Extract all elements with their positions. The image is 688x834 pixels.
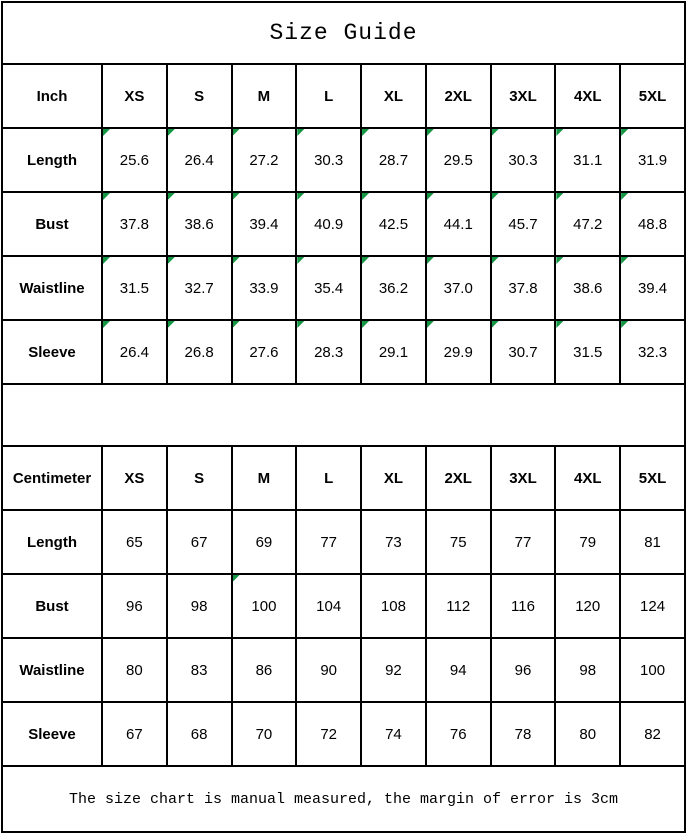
- size-value-cell: 92: [361, 638, 426, 702]
- size-value-cell: 38.6: [555, 256, 620, 320]
- size-value-cell: 100: [620, 638, 685, 702]
- size-value-cell: 28.7: [361, 128, 426, 192]
- size-value-cell: 80: [555, 702, 620, 766]
- size-value-cell: 67: [102, 702, 167, 766]
- size-column-header: 2XL: [426, 64, 491, 128]
- size-value-cell: 72: [296, 702, 361, 766]
- size-value-cell: 37.0: [426, 256, 491, 320]
- cell-flag-triangle-icon: [362, 129, 369, 136]
- size-column-header: S: [167, 446, 232, 510]
- size-value-cell: 77: [296, 510, 361, 574]
- unit-header-inch: Inch: [2, 64, 102, 128]
- cell-flag-triangle-icon: [103, 129, 110, 136]
- table-row: [2, 574, 685, 638]
- size-column-header: L: [296, 446, 361, 510]
- size-column-header: 3XL: [491, 64, 556, 128]
- size-value-cell: 78: [491, 702, 556, 766]
- size-column-header: 5XL: [620, 64, 685, 128]
- size-value-cell: 35.4: [296, 256, 361, 320]
- cell-flag-triangle-icon: [556, 129, 563, 136]
- size-value-cell: 75: [426, 510, 491, 574]
- size-value-cell: 116: [491, 574, 556, 638]
- table-row: [2, 384, 685, 446]
- size-value-cell: 27.6: [232, 320, 297, 384]
- size-value-cell: 31.5: [555, 320, 620, 384]
- cell-flag-triangle-icon: [621, 129, 628, 136]
- size-value-cell: 108: [361, 574, 426, 638]
- size-value-cell: 47.2: [555, 192, 620, 256]
- size-value-cell: 45.7: [491, 192, 556, 256]
- cell-flag-triangle-icon: [103, 193, 110, 200]
- size-value-cell: 96: [491, 638, 556, 702]
- table-row: [2, 702, 685, 766]
- page-title: Size Guide: [2, 2, 685, 64]
- size-value-cell: 28.3: [296, 320, 361, 384]
- cell-flag-triangle-icon: [297, 321, 304, 328]
- cell-flag-triangle-icon: [233, 575, 240, 582]
- cell-flag-triangle-icon: [492, 193, 499, 200]
- size-value-cell: 32.7: [167, 256, 232, 320]
- size-value-cell: 69: [232, 510, 297, 574]
- size-value-cell: 67: [167, 510, 232, 574]
- cell-flag-triangle-icon: [168, 321, 175, 328]
- cell-flag-triangle-icon: [427, 193, 434, 200]
- size-value-cell: 39.4: [620, 256, 685, 320]
- spacer-cell: [2, 384, 685, 446]
- cell-flag-triangle-icon: [621, 321, 628, 328]
- size-value-cell: 42.5: [361, 192, 426, 256]
- size-value-cell: 29.5: [426, 128, 491, 192]
- size-value-cell: 73: [361, 510, 426, 574]
- cell-flag-triangle-icon: [362, 321, 369, 328]
- cell-flag-triangle-icon: [556, 193, 563, 200]
- table-row: [2, 446, 685, 510]
- cell-flag-triangle-icon: [233, 129, 240, 136]
- cell-flag-triangle-icon: [297, 129, 304, 136]
- size-column-header: M: [232, 64, 297, 128]
- size-column-header: XL: [361, 64, 426, 128]
- size-guide-table: [1, 1, 686, 833]
- cell-flag-triangle-icon: [103, 257, 110, 264]
- cell-flag-triangle-icon: [427, 257, 434, 264]
- cell-flag-triangle-icon: [168, 129, 175, 136]
- size-value-cell: 30.7: [491, 320, 556, 384]
- size-column-header: S: [167, 64, 232, 128]
- size-value-cell: 98: [555, 638, 620, 702]
- size-value-cell: 30.3: [296, 128, 361, 192]
- cell-flag-triangle-icon: [233, 321, 240, 328]
- size-column-header: 2XL: [426, 446, 491, 510]
- size-value-cell: 82: [620, 702, 685, 766]
- size-value-cell: 98: [167, 574, 232, 638]
- size-value-cell: 81: [620, 510, 685, 574]
- size-value-cell: 44.1: [426, 192, 491, 256]
- size-value-cell: 79: [555, 510, 620, 574]
- row-label-bust: Bust: [2, 192, 102, 256]
- size-value-cell: 37.8: [491, 256, 556, 320]
- size-value-cell: 36.2: [361, 256, 426, 320]
- cell-flag-triangle-icon: [168, 193, 175, 200]
- size-value-cell: 104: [296, 574, 361, 638]
- row-label-sleeve: Sleeve: [2, 702, 102, 766]
- size-value-cell: 37.8: [102, 192, 167, 256]
- size-value-cell: 26.8: [167, 320, 232, 384]
- table-row: [2, 510, 685, 574]
- table-row: [2, 128, 685, 192]
- cell-flag-triangle-icon: [492, 257, 499, 264]
- size-value-cell: 38.6: [167, 192, 232, 256]
- size-value-cell: 80: [102, 638, 167, 702]
- cell-flag-triangle-icon: [492, 129, 499, 136]
- row-label-waistline: Waistline: [2, 256, 102, 320]
- size-value-cell: 26.4: [167, 128, 232, 192]
- size-column-header: 4XL: [555, 446, 620, 510]
- table-row: [2, 64, 685, 128]
- size-value-cell: 124: [620, 574, 685, 638]
- cell-flag-triangle-icon: [362, 257, 369, 264]
- table-row: [2, 2, 685, 64]
- size-value-cell: 96: [102, 574, 167, 638]
- size-column-header: L: [296, 64, 361, 128]
- size-value-cell: 31.1: [555, 128, 620, 192]
- size-column-header: 3XL: [491, 446, 556, 510]
- size-column-header: XS: [102, 446, 167, 510]
- cell-flag-triangle-icon: [556, 257, 563, 264]
- cell-flag-triangle-icon: [621, 193, 628, 200]
- size-value-cell: 25.6: [102, 128, 167, 192]
- cell-flag-triangle-icon: [427, 321, 434, 328]
- size-value-cell: 68: [167, 702, 232, 766]
- cell-flag-triangle-icon: [168, 257, 175, 264]
- size-value-cell: 26.4: [102, 320, 167, 384]
- cell-flag-triangle-icon: [427, 129, 434, 136]
- size-column-header: XL: [361, 446, 426, 510]
- table-row: [2, 638, 685, 702]
- footer-note: The size chart is manual measured, the margin of error is 3cm: [2, 766, 685, 832]
- cell-flag-triangle-icon: [233, 193, 240, 200]
- size-value-cell: 70: [232, 702, 297, 766]
- cell-flag-triangle-icon: [297, 257, 304, 264]
- size-value-cell: 31.5: [102, 256, 167, 320]
- cell-flag-triangle-icon: [233, 257, 240, 264]
- size-value-cell: 100: [232, 574, 297, 638]
- size-value-cell: 30.3: [491, 128, 556, 192]
- cell-flag-triangle-icon: [556, 321, 563, 328]
- size-value-cell: 32.3: [620, 320, 685, 384]
- size-value-cell: 40.9: [296, 192, 361, 256]
- size-value-cell: 39.4: [232, 192, 297, 256]
- table-row: [2, 256, 685, 320]
- size-column-header: M: [232, 446, 297, 510]
- row-label-waistline: Waistline: [2, 638, 102, 702]
- unit-header-centimeter: Centimeter: [2, 446, 102, 510]
- cell-flag-triangle-icon: [492, 321, 499, 328]
- row-label-length: Length: [2, 128, 102, 192]
- size-value-cell: 120: [555, 574, 620, 638]
- cell-flag-triangle-icon: [297, 193, 304, 200]
- cell-flag-triangle-icon: [621, 257, 628, 264]
- size-column-header: 4XL: [555, 64, 620, 128]
- table-row: [2, 766, 685, 832]
- size-value-cell: 94: [426, 638, 491, 702]
- size-value-cell: 27.2: [232, 128, 297, 192]
- cell-flag-triangle-icon: [362, 193, 369, 200]
- size-value-cell: 31.9: [620, 128, 685, 192]
- size-value-cell: 112: [426, 574, 491, 638]
- size-value-cell: 33.9: [232, 256, 297, 320]
- size-value-cell: 90: [296, 638, 361, 702]
- size-value-cell: 83: [167, 638, 232, 702]
- cell-flag-triangle-icon: [103, 321, 110, 328]
- table-row: [2, 320, 685, 384]
- row-label-sleeve: Sleeve: [2, 320, 102, 384]
- size-column-header: 5XL: [620, 446, 685, 510]
- table-row: [2, 192, 685, 256]
- size-value-cell: 65: [102, 510, 167, 574]
- row-label-bust: Bust: [2, 574, 102, 638]
- size-value-cell: 74: [361, 702, 426, 766]
- size-value-cell: 29.1: [361, 320, 426, 384]
- size-column-header: XS: [102, 64, 167, 128]
- size-value-cell: 86: [232, 638, 297, 702]
- size-value-cell: 48.8: [620, 192, 685, 256]
- size-value-cell: 76: [426, 702, 491, 766]
- row-label-length: Length: [2, 510, 102, 574]
- size-value-cell: 77: [491, 510, 556, 574]
- size-value-cell: 29.9: [426, 320, 491, 384]
